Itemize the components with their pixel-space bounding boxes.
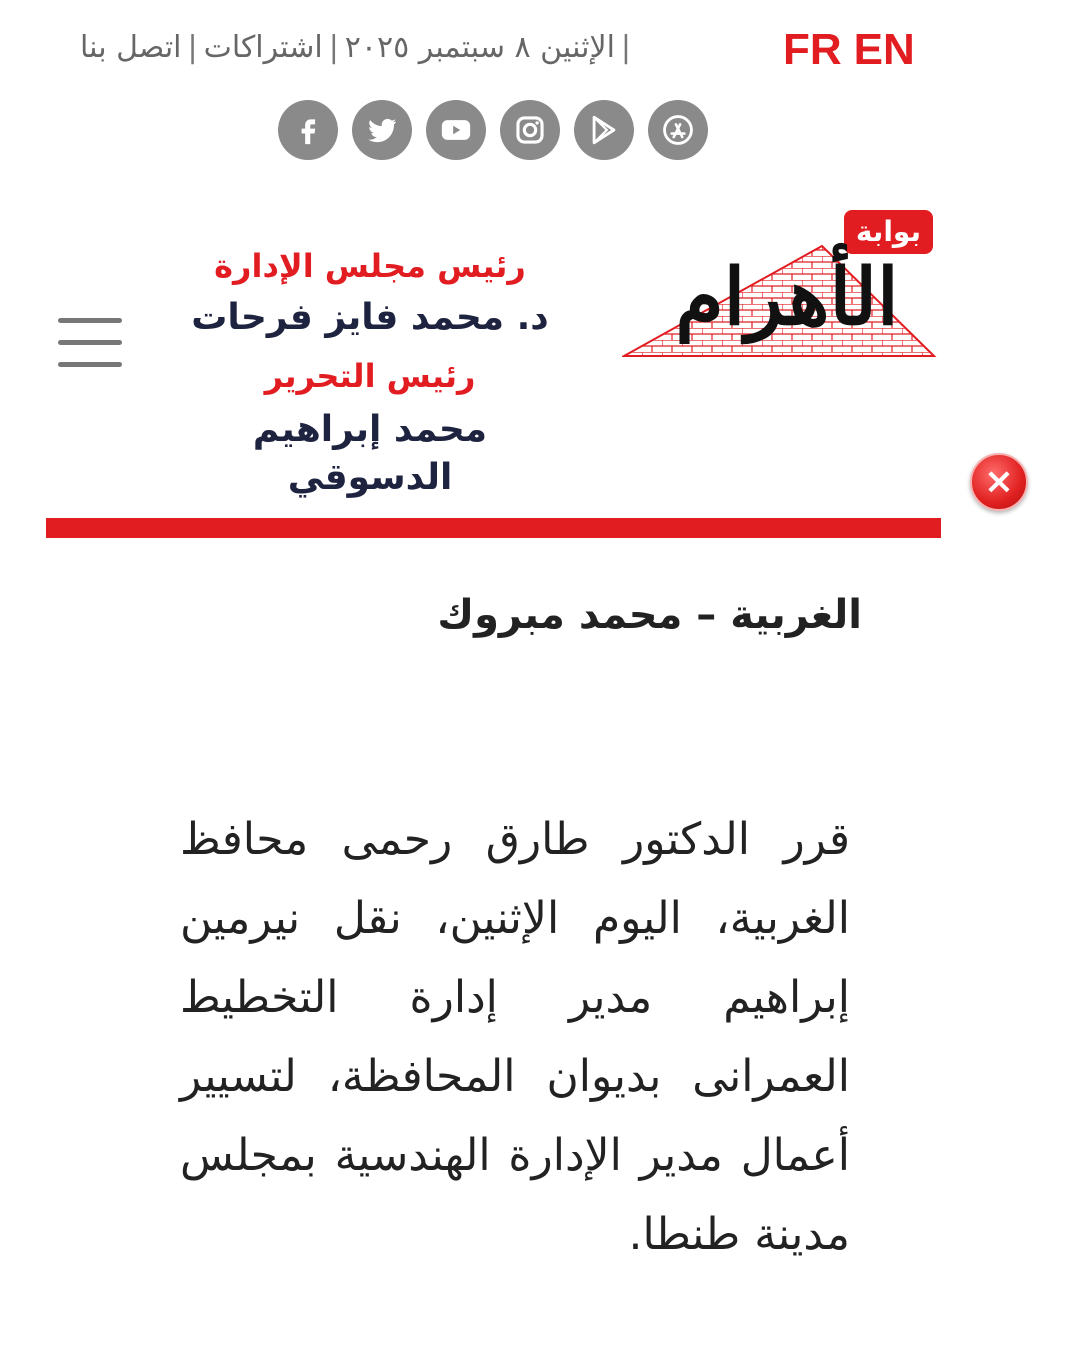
editor-name-line1: محمد إبراهيم	[252, 409, 488, 450]
site-logo[interactable]	[622, 208, 937, 360]
menu-icon[interactable]	[58, 318, 122, 370]
editor-role: رئيس التحرير	[264, 357, 476, 395]
separator: |	[328, 30, 339, 65]
chairman-role: رئيس مجلس الإدارة	[214, 247, 526, 285]
editorial-board	[160, 246, 580, 502]
youtube-icon[interactable]	[426, 100, 486, 160]
separator: |	[187, 30, 198, 65]
twitter-icon[interactable]	[352, 100, 412, 160]
article-byline: الغربية – محمد مبروك	[437, 592, 862, 638]
language-switcher	[783, 24, 915, 76]
subscriptions-link[interactable]: اشتراكات	[203, 30, 323, 65]
facebook-icon[interactable]	[278, 100, 338, 160]
chairman-name: د. محمد فايز فرحات	[191, 297, 549, 338]
date-text: الإثنين ٨ سبتمبر ٢٠٢٥	[344, 30, 615, 65]
contact-link[interactable]: اتصل بنا	[80, 30, 182, 65]
app-store-icon[interactable]	[648, 100, 708, 160]
lang-en-link[interactable]: EN	[853, 25, 915, 74]
separator: |	[620, 30, 632, 65]
lang-fr-link[interactable]: FR	[783, 25, 842, 74]
logo-badge: بوابة	[844, 210, 933, 254]
google-play-icon[interactable]	[574, 100, 634, 160]
logo-title: الأهرام	[675, 252, 899, 343]
close-icon[interactable]: ×	[970, 453, 1028, 511]
editor-name-line2: الدسوقي	[287, 457, 453, 498]
article-body: قرر الدكتور طارق رحمى محافظ الغربية، اليوم الإثنين، نقل نيرمين إبراهيم مدير إدارة التخطيط العمرانى بديوان المحافظة، لتسيير أعمال مدير الإدارة الهندسية بمجلس مدينة طنطا.	[180, 814, 850, 1260]
instagram-icon[interactable]	[500, 100, 560, 160]
social-icons	[278, 100, 708, 160]
top-info-line	[80, 28, 750, 68]
header-divider	[46, 518, 941, 538]
